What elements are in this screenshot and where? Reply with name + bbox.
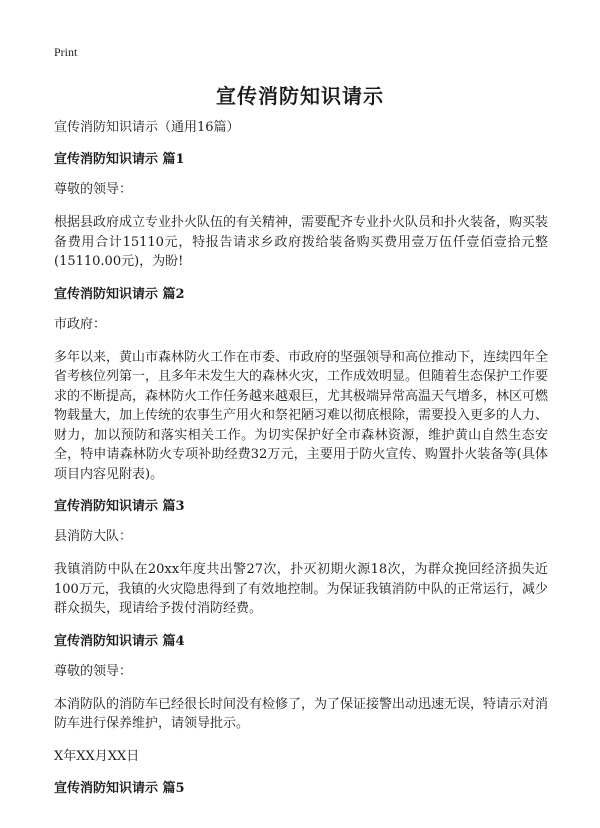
section-heading-5: 宣传消防知识请示 篇5 [54,780,185,796]
section-salutation-3: 县消防大队： [54,529,133,544]
document-title: 宣传消防知识请示 [216,84,384,108]
section-date-4: X年XX月XX日 [54,748,140,764]
print-label: Print [54,45,78,59]
section-salutation-2: 市政府： [54,316,107,332]
section-body-1: 根据县政府成立专业扑火队伍的有关精神，需要配齐专业扑火队员和扑火装备，购买装备费用合计15110元，特报告请求乡政府拨给装备购买费用壹万伍仟壹佰壹拾元整(15110.00元)，为盼! [54,215,549,269]
section-heading-2: 宣传消防知识请示 篇2 [54,286,185,302]
section-body-3: 我镇消防中队在20xx年度共出警27次，扑灭初期火源18次，为群众挽回经济损失近100万元，我镇的火灾隐患得到了有效地控制。为保证我镇消防中队的正常运行，减少群众损失，现请给予拨付消防经费。 [54,562,548,616]
document-subtitle: 宣传消防知识请示（通用16篇） [54,120,240,135]
section-heading-3: 宣传消防知识请示 篇3 [54,499,185,514]
section-body-2: 多年以来，黄山市森林防火工作在市委、市政府的坚强领导和高位推动下，连续四年全省考核位列第一，且多年未发生大的森林火灾，工作成效明显。但随着生态保护工作要求的不断提高，森林防火工作任务越来越艰巨，尤其极端异常高温天气增多，林区可燃物载量大，加上传统的农事生产用火和祭祀陋习难以彻底根除，需要投入更多的人力、财力，加以预防和落实相关工作。为切实保护好全市森林资源，维护黄山自然生态安全，特申请森林防火专项补助经费32万元，主要用于防火宣传、购置扑火装备等(具体项目内容见附表)。 [54,349,549,482]
document-content [54,119,548,810]
section-body-4: 本消防队的消防车已经很长时间没有检修了，为了保证接警出动迅速无误，特请示对消防车进行保养维护，请领导批示。 [54,696,549,731]
section-salutation-4: 尊敬的领导： [54,663,133,679]
section-heading-4: 宣传消防知识请示 篇4 [54,633,185,649]
section-salutation-1: 尊敬的领导： [54,182,133,197]
section-heading-1: 宣传消防知识请示 篇1 [54,152,185,167]
